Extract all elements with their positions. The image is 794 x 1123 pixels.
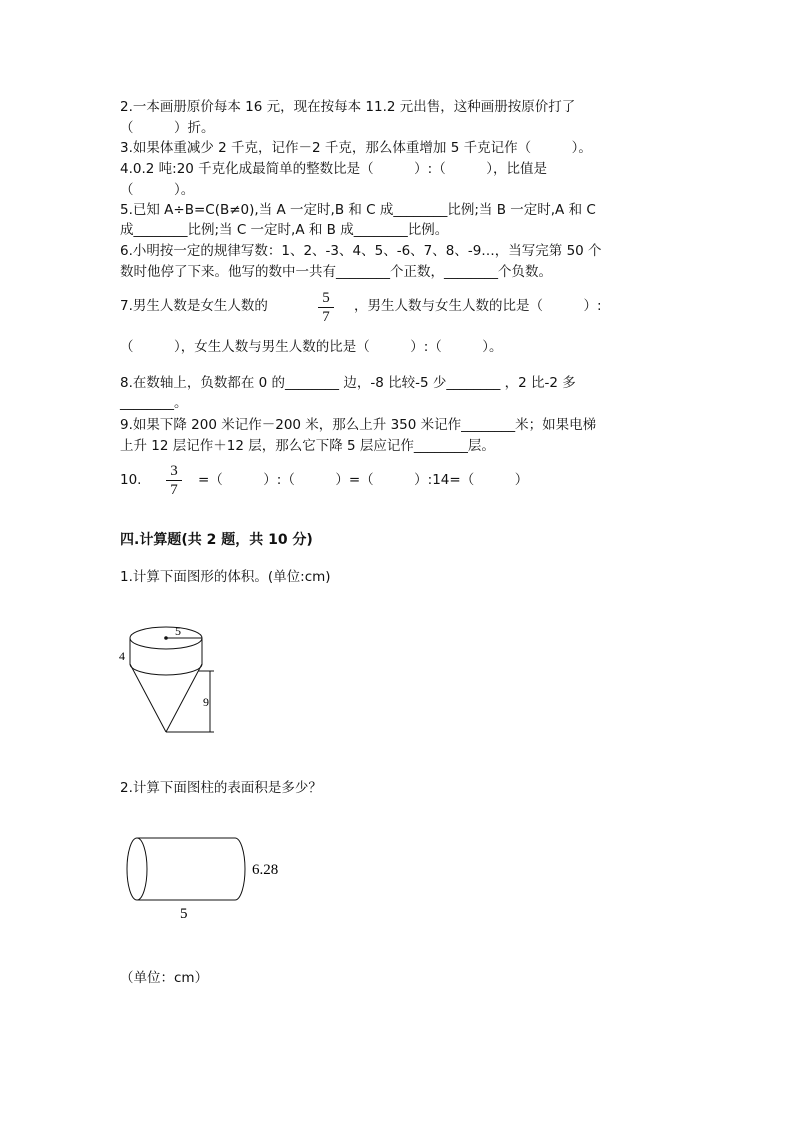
question-10-label: 10. — [120, 472, 142, 488]
section-4-heading: 四.计算题(共 2 题，共 10 分) — [120, 532, 313, 548]
cone-right-edge — [166, 664, 202, 732]
fraction-bar — [318, 307, 334, 308]
question-2-line-2: （ ）折。 — [120, 120, 215, 136]
question-7-fraction — [318, 290, 334, 325]
cylinder-bottom-arc — [130, 664, 202, 675]
question-8-line-2: ________。 — [120, 395, 188, 411]
question-3: 3.如果体重减少 2 千克，记作－2 千克，那么体重增加 5 千克记作（ ）。 — [120, 140, 592, 156]
question-6-line-2: 数时他停了下来。他写的数中一共有________个正数，________个负数。 — [120, 264, 552, 280]
fraction-numerator: 3 — [170, 463, 178, 479]
fraction-denominator: 7 — [322, 309, 330, 325]
problem-2-text: 2.计算下面图柱的表面积是多少？ — [120, 780, 322, 796]
question-8-line-1: 8.在数轴上，负数都在 0 的________ 边，-8 比较-5 少________ ，2 比-2 多 — [120, 375, 576, 391]
question-4-line-1: 4.0.2 吨:20 千克化成最简单的整数比是（ ）:（ ），比值是 — [120, 161, 547, 177]
question-2-line-1: 2.一本画册原价每本 16 元，现在按每本 11.2 元出售，这种画册按原价打了 — [120, 99, 576, 115]
question-10-equation: =（ ）:（ ）=（ ）:14=（ ） — [198, 472, 529, 488]
problem-1-text: 1.计算下面图形的体积。(单位:cm) — [120, 569, 331, 585]
question-4-line-2: （ ）。 — [120, 182, 195, 198]
question-7-text-a: 7.男生人数是女生人数的 — [120, 298, 268, 314]
question-7-line-2: （ ），女生人数与男生人数的比是（ ）:（ ）。 — [120, 339, 503, 355]
radius-label: 5 — [175, 624, 181, 638]
question-5-line-2: 成________比例;当 C 一定时,A 和 B 成________比例。 — [120, 222, 449, 238]
cylinder-right-arc — [235, 838, 245, 900]
unit-note: （单位：cm） — [120, 970, 209, 986]
question-7-text-b: ，男生人数与女生人数的比是（ ）: — [354, 298, 602, 314]
question-10-fraction — [166, 463, 182, 498]
horizontal-cylinder-figure — [118, 830, 298, 930]
fraction-numerator: 5 — [322, 290, 330, 306]
question-5-line-1: 5.已知 A÷B=C(B≠0),当 A 一定时,B 和 C 成________比例;当 B 一定时,A 和 C — [120, 202, 596, 218]
cone-left-edge — [130, 664, 166, 732]
cylinder-cone-figure — [110, 615, 220, 740]
question-9-line-2: 上升 12 层记作＋12 层，那么它下降 5 层应记作________层。 — [120, 438, 495, 454]
cylinder-left-ellipse — [127, 838, 147, 900]
cylinder-height-label: 4 — [119, 649, 125, 663]
fraction-bar — [166, 480, 182, 481]
circumference-label: 6.28 — [252, 862, 279, 878]
question-9-line-1: 9.如果下降 200 米记作－200 米，那么上升 350 米记作________米；如果电梯 — [120, 417, 597, 433]
fraction-denominator: 7 — [170, 482, 178, 498]
question-6-line-1: 6.小明按一定的规律写数：1、2、-3、4、5、-6、7、8、-9…，当写完第 50 个 — [120, 243, 602, 259]
length-label: 5 — [180, 906, 188, 922]
cone-height-label: 9 — [203, 695, 209, 709]
